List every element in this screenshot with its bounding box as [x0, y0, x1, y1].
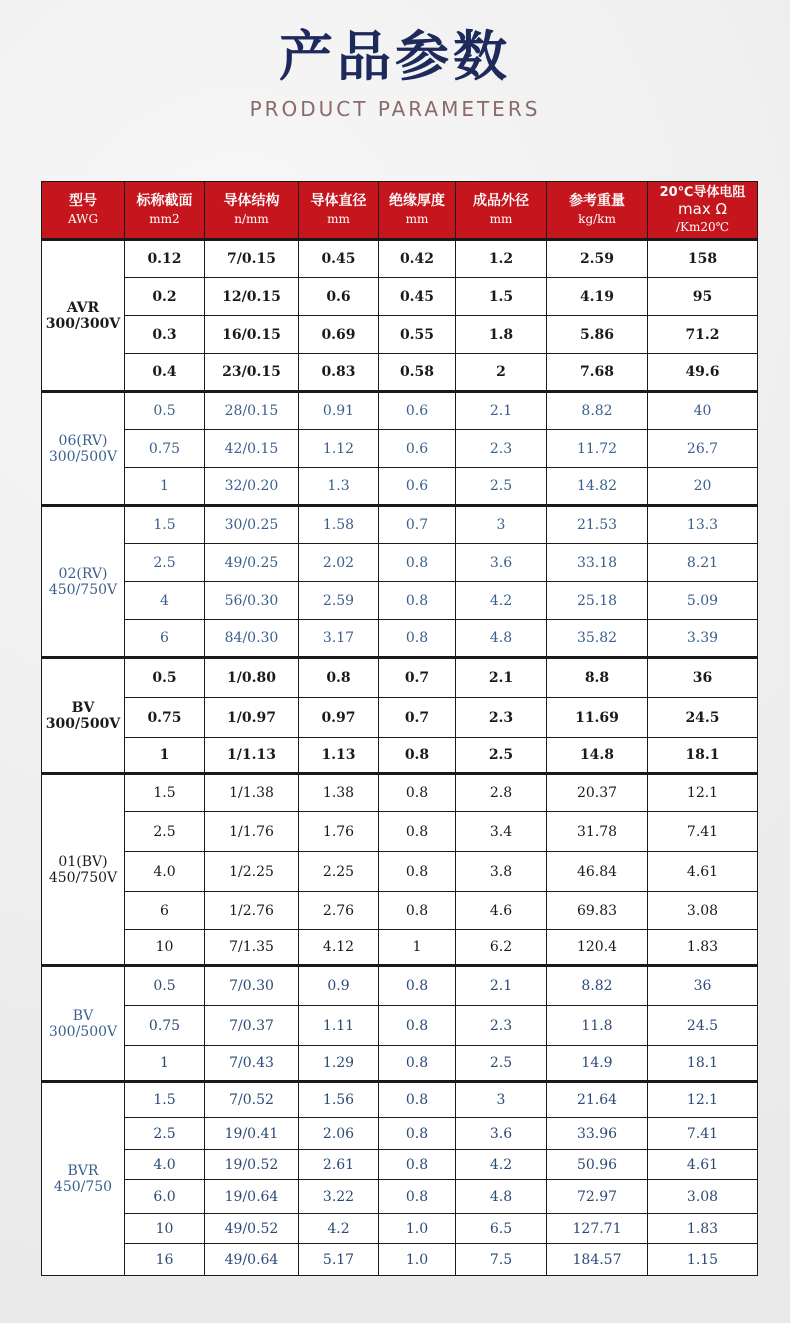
model-label-line: 02(RV): [58, 565, 108, 582]
table-cell: 0.4: [125, 354, 205, 392]
table-row: [42, 1118, 758, 1150]
table-cell: 36: [648, 658, 758, 698]
table-cell: 28/0.15: [205, 392, 299, 430]
table-cell: 0.8: [379, 1180, 456, 1214]
table-cell: 0.12: [125, 240, 205, 278]
table-cell: 50.96: [547, 1150, 648, 1180]
table-cell: 42/0.15: [205, 430, 299, 468]
table-cell: 2.59: [299, 582, 379, 620]
table-cell: 2.1: [456, 658, 547, 698]
table-row: [42, 1214, 758, 1244]
table-cell: 0.6: [379, 468, 456, 506]
table-cell: 1.83: [648, 1214, 758, 1244]
table-cell: 0.45: [379, 278, 456, 316]
table-cell: 8.82: [547, 966, 648, 1006]
table-cell: 2.02: [299, 544, 379, 582]
table-cell: 6.0: [125, 1180, 205, 1214]
table-cell: 1.0: [379, 1214, 456, 1244]
table-cell: 12/0.15: [205, 278, 299, 316]
table-row: [42, 620, 758, 658]
table-cell: 2.5: [125, 812, 205, 852]
table-cell: 6.5: [456, 1214, 547, 1244]
table-cell: 20: [648, 468, 758, 506]
table-cell: 4.2: [456, 1150, 547, 1180]
table-cell: 2.5: [456, 1046, 547, 1082]
table-cell: 120.4: [547, 930, 648, 966]
model-cell: [42, 966, 125, 1082]
table-row: [42, 774, 758, 812]
table-row: [42, 240, 758, 278]
model-label-line: 01(BV): [58, 853, 108, 870]
table-cell: 26.7: [648, 430, 758, 468]
table-cell: 3.4: [456, 812, 547, 852]
table-row: [42, 392, 758, 430]
table-cell: 3: [456, 1082, 547, 1118]
table-cell: 3: [456, 506, 547, 544]
table-cell: 0.2: [125, 278, 205, 316]
table-cell: 0.8: [379, 852, 456, 892]
table-cell: 0.55: [379, 316, 456, 354]
table-cell: 4.61: [648, 1150, 758, 1180]
table-cell: 7/0.43: [205, 1046, 299, 1082]
table-cell: 5.17: [299, 1244, 379, 1276]
table-cell: 1.5: [125, 774, 205, 812]
model-group: [42, 1082, 758, 1276]
table-cell: 0.8: [379, 812, 456, 852]
table-cell: 2.1: [456, 392, 547, 430]
model-label-line: BV: [72, 1007, 94, 1024]
model-cell: [42, 658, 125, 774]
table-cell: 21.53: [547, 506, 648, 544]
table-cell: 0.3: [125, 316, 205, 354]
table-cell: 0.6: [379, 430, 456, 468]
table-cell: 24.5: [648, 1006, 758, 1046]
table-cell: 18.1: [648, 1046, 758, 1082]
table-cell: 3.6: [456, 544, 547, 582]
table-cell: 0.75: [125, 1006, 205, 1046]
table-row: [42, 1046, 758, 1082]
table-cell: 0.7: [379, 698, 456, 738]
table-cell: 7/0.52: [205, 1082, 299, 1118]
table-cell: 1.15: [648, 1244, 758, 1276]
table-row: [42, 698, 758, 738]
table-cell: 2.3: [456, 698, 547, 738]
model-group: [42, 658, 758, 774]
table-cell: 2.8: [456, 774, 547, 812]
table-cell: 1.5: [125, 506, 205, 544]
table-cell: 2.5: [125, 544, 205, 582]
table-row: [42, 582, 758, 620]
table-cell: 46.84: [547, 852, 648, 892]
table-cell: 10: [125, 1214, 205, 1244]
table-cell: 1/1.76: [205, 812, 299, 852]
table-cell: 1/1.13: [205, 738, 299, 774]
model-label-line: AVR: [66, 299, 100, 316]
table-cell: 2: [456, 354, 547, 392]
table-cell: 3.08: [648, 1180, 758, 1214]
table-cell: 0.9: [299, 966, 379, 1006]
table-cell: 0.8: [379, 1150, 456, 1180]
table-cell: 2.06: [299, 1118, 379, 1150]
table-row: [42, 1244, 758, 1276]
table-cell: 0.8: [379, 774, 456, 812]
table-cell: 0.8: [379, 966, 456, 1006]
table-cell: 0.75: [125, 698, 205, 738]
table-cell: 1.0: [379, 1244, 456, 1276]
table-row: [42, 544, 758, 582]
table-cell: 7.41: [648, 812, 758, 852]
table-cell: 1.83: [648, 930, 758, 966]
table-cell: 71.2: [648, 316, 758, 354]
table-cell: 1.5: [125, 1082, 205, 1118]
table-row: [42, 738, 758, 774]
table-cell: 1.12: [299, 430, 379, 468]
table-cell: 4.61: [648, 852, 758, 892]
table-cell: 0.8: [379, 1046, 456, 1082]
table-cell: 0.8: [379, 582, 456, 620]
model-group: [42, 240, 758, 392]
table-cell: 1: [379, 930, 456, 966]
model-group: [42, 966, 758, 1082]
table-cell: 1/2.25: [205, 852, 299, 892]
table-row: [42, 852, 758, 892]
header-structure: 导体结构 n/mm: [205, 182, 299, 240]
table-cell: 23/0.15: [205, 354, 299, 392]
table-cell: 184.57: [547, 1244, 648, 1276]
table-row: [42, 812, 758, 852]
table-cell: 49.6: [648, 354, 758, 392]
model-label-line: 450/750V: [48, 581, 118, 598]
table-cell: 11.72: [547, 430, 648, 468]
table-cell: 16/0.15: [205, 316, 299, 354]
header-model: 型号 AWG: [42, 182, 125, 240]
table-cell: 19/0.41: [205, 1118, 299, 1150]
table-cell: 7/0.30: [205, 966, 299, 1006]
table-cell: 19/0.64: [205, 1180, 299, 1214]
table-cell: 3.22: [299, 1180, 379, 1214]
table-cell: 0.42: [379, 240, 456, 278]
table-cell: 1/0.97: [205, 698, 299, 738]
table-cell: 20.37: [547, 774, 648, 812]
table-cell: 8.8: [547, 658, 648, 698]
table-cell: 49/0.25: [205, 544, 299, 582]
model-label-line: BVR: [67, 1163, 99, 1179]
table-cell: 49/0.64: [205, 1244, 299, 1276]
table-cell: 0.7: [379, 506, 456, 544]
table-cell: 1: [125, 1046, 205, 1082]
table-row: [42, 1180, 758, 1214]
model-group: [42, 506, 758, 658]
table-row: [42, 1150, 758, 1180]
table-cell: 0.58: [379, 354, 456, 392]
table-row: [42, 658, 758, 698]
table-cell: 0.8: [379, 738, 456, 774]
table-row: [42, 966, 758, 1006]
table-cell: 1.13: [299, 738, 379, 774]
table-header-row: [42, 182, 758, 240]
table-cell: 11.69: [547, 698, 648, 738]
table-cell: 4.12: [299, 930, 379, 966]
parameters-table: [41, 181, 758, 1276]
table-cell: 0.75: [125, 430, 205, 468]
model-group: [42, 392, 758, 506]
table-cell: 4.2: [456, 582, 547, 620]
table-cell: 1: [125, 468, 205, 506]
table-cell: 40: [648, 392, 758, 430]
table-cell: 19/0.52: [205, 1150, 299, 1180]
table-cell: 0.45: [299, 240, 379, 278]
table-cell: 33.18: [547, 544, 648, 582]
table-cell: 72.97: [547, 1180, 648, 1214]
table-cell: 4.19: [547, 278, 648, 316]
table-cell: 7.41: [648, 1118, 758, 1150]
table-cell: 6: [125, 620, 205, 658]
table-row: [42, 278, 758, 316]
model-label-line: 450/750V: [48, 869, 118, 886]
header-section: 标称截面 mm2: [125, 182, 205, 240]
table-cell: 0.8: [379, 1118, 456, 1150]
page-title: 产品参数: [279, 25, 511, 88]
model-label-line: BV: [71, 699, 95, 716]
table-cell: 8.21: [648, 544, 758, 582]
table-cell: 1.58: [299, 506, 379, 544]
table-cell: 4: [125, 582, 205, 620]
table-cell: 8.82: [547, 392, 648, 430]
table-row: [42, 354, 758, 392]
table-cell: 3.08: [648, 892, 758, 930]
table-cell: 33.96: [547, 1118, 648, 1150]
header-insulation: 绝缘厚度 mm: [379, 182, 456, 240]
table-row: [42, 316, 758, 354]
table-cell: 7.5: [456, 1244, 547, 1276]
table-row: [42, 1082, 758, 1118]
table-cell: 2.59: [547, 240, 648, 278]
model-cell: [42, 1082, 125, 1276]
table-cell: 7/1.35: [205, 930, 299, 966]
table-cell: 0.5: [125, 658, 205, 698]
table-cell: 11.8: [547, 1006, 648, 1046]
table-cell: 6.2: [456, 930, 547, 966]
table-cell: 36: [648, 966, 758, 1006]
table-cell: 12.1: [648, 1082, 758, 1118]
table-cell: 2.3: [456, 430, 547, 468]
table-row: [42, 506, 758, 544]
table-cell: 0.8: [379, 1006, 456, 1046]
table-cell: 0.97: [299, 698, 379, 738]
table-cell: 56/0.30: [205, 582, 299, 620]
table-cell: 25.18: [547, 582, 648, 620]
table-row: [42, 892, 758, 930]
table-cell: 1.11: [299, 1006, 379, 1046]
table-cell: 69.83: [547, 892, 648, 930]
table-cell: 1.3: [299, 468, 379, 506]
table-cell: 14.8: [547, 738, 648, 774]
model-label-line: 300/500V: [45, 715, 121, 732]
table-cell: 30/0.25: [205, 506, 299, 544]
model-cell: [42, 392, 125, 506]
table-cell: 1/2.76: [205, 892, 299, 930]
header-diameter: 导体直径 mm: [299, 182, 379, 240]
header-outer-diameter: 成品外径 mm: [456, 182, 547, 240]
table-cell: 0.5: [125, 966, 205, 1006]
table-cell: 12.1: [648, 774, 758, 812]
table-cell: 2.61: [299, 1150, 379, 1180]
model-label-line: 300/500V: [48, 448, 118, 465]
table-cell: 4.6: [456, 892, 547, 930]
table-cell: 4.8: [456, 620, 547, 658]
table-cell: 2.1: [456, 966, 547, 1006]
model-cell: [42, 774, 125, 966]
table-cell: 2.5: [456, 738, 547, 774]
table-cell: 0.83: [299, 354, 379, 392]
table-cell: 2.25: [299, 852, 379, 892]
table-cell: 4.0: [125, 852, 205, 892]
table-cell: 3.39: [648, 620, 758, 658]
model-cell: [42, 240, 125, 392]
table-cell: 0.6: [299, 278, 379, 316]
table-cell: 0.8: [299, 658, 379, 698]
model-label-line: 300/300V: [45, 315, 121, 332]
model-label-line: 450/750: [53, 1179, 113, 1195]
table-cell: 1.2: [456, 240, 547, 278]
model-cell: [42, 506, 125, 658]
table-cell: 0.8: [379, 544, 456, 582]
table-cell: 0.8: [379, 620, 456, 658]
table-cell: 0.69: [299, 316, 379, 354]
table-cell: 5.86: [547, 316, 648, 354]
model-label-line: 06(RV): [58, 432, 108, 449]
table-cell: 0.6: [379, 392, 456, 430]
table-cell: 2.3: [456, 1006, 547, 1046]
table-cell: 1.38: [299, 774, 379, 812]
table-cell: 2.76: [299, 892, 379, 930]
table-cell: 0.8: [379, 1082, 456, 1118]
model-label-line: 300/500V: [48, 1023, 118, 1040]
table-cell: 14.9: [547, 1046, 648, 1082]
table-cell: 0.5: [125, 392, 205, 430]
table-cell: 16: [125, 1244, 205, 1276]
table-cell: 0.8: [379, 892, 456, 930]
table-cell: 1/0.80: [205, 658, 299, 698]
table-row: [42, 468, 758, 506]
table-cell: 4.2: [299, 1214, 379, 1244]
table-cell: 32/0.20: [205, 468, 299, 506]
table-cell: 2.5: [125, 1118, 205, 1150]
table-cell: 7.68: [547, 354, 648, 392]
table-cell: 6: [125, 892, 205, 930]
table-cell: 127.71: [547, 1214, 648, 1244]
table-cell: 1: [125, 738, 205, 774]
page-subtitle: PRODUCT PARAMETERS: [249, 97, 541, 121]
table-cell: 2.5: [456, 468, 547, 506]
table-cell: 1.56: [299, 1082, 379, 1118]
table-cell: 5.09: [648, 582, 758, 620]
table-cell: 31.78: [547, 812, 648, 852]
table-cell: 7/0.15: [205, 240, 299, 278]
table-cell: 13.3: [648, 506, 758, 544]
table-cell: 1/1.38: [205, 774, 299, 812]
table-cell: 21.64: [547, 1082, 648, 1118]
table-cell: 1.29: [299, 1046, 379, 1082]
table-cell: 158: [648, 240, 758, 278]
header-resistance: 20℃导体电阻 max Ω /Km20℃: [648, 182, 758, 240]
table-row: [42, 1006, 758, 1046]
table-cell: 10: [125, 930, 205, 966]
model-group: [42, 774, 758, 966]
table-cell: 1.5: [456, 278, 547, 316]
table-cell: 4.0: [125, 1150, 205, 1180]
table-cell: 49/0.52: [205, 1214, 299, 1244]
table-cell: 7/0.37: [205, 1006, 299, 1046]
table-row: [42, 930, 758, 966]
table-cell: 3.17: [299, 620, 379, 658]
table-cell: 0.7: [379, 658, 456, 698]
table-cell: 4.8: [456, 1180, 547, 1214]
table-cell: 35.82: [547, 620, 648, 658]
table-row: [42, 430, 758, 468]
table-cell: 18.1: [648, 738, 758, 774]
table-cell: 3.6: [456, 1118, 547, 1150]
table-cell: 24.5: [648, 698, 758, 738]
header-weight: 参考重量 kg/km: [547, 182, 648, 240]
table-cell: 84/0.30: [205, 620, 299, 658]
table-cell: 1.76: [299, 812, 379, 852]
table-cell: 0.91: [299, 392, 379, 430]
table-cell: 14.82: [547, 468, 648, 506]
table-cell: 1.8: [456, 316, 547, 354]
table-cell: 95: [648, 278, 758, 316]
table-cell: 3.8: [456, 852, 547, 892]
